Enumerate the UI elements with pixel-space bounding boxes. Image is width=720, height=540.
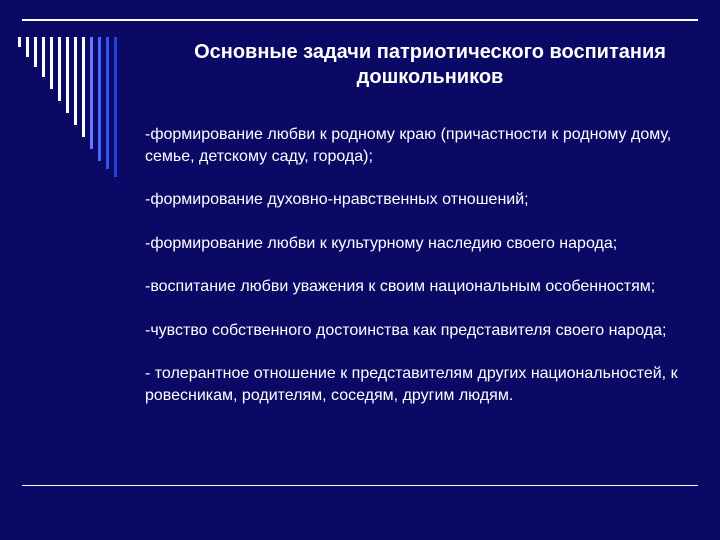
list-item: -чувство собственного достоинства как представителя своего народа;: [145, 321, 667, 339]
stripe: [90, 37, 93, 149]
list-item: - толерантное отношение к представителям других национальностей, к ровесникам, родителям, соседям, другим людям.: [145, 365, 678, 404]
stripe: [82, 37, 85, 137]
stripe: [74, 37, 77, 125]
stripe: [42, 37, 45, 77]
stripe: [18, 37, 21, 47]
stripe: [66, 37, 69, 113]
stripe: [58, 37, 61, 101]
stripe: [114, 37, 117, 177]
decorative-stripes: [0, 0, 130, 180]
stripe: [26, 37, 29, 57]
list-item: -формирование любви к культурному наследию своего народа;: [145, 234, 618, 252]
tasks-list: [145, 124, 705, 406]
slide-title: Основные задачи патриотического воспитания дошкольников: [194, 41, 666, 88]
list-item: -воспитание любви уважения к своим национальным особенностям;: [145, 278, 656, 295]
stripe: [106, 37, 109, 169]
stripe: [98, 37, 101, 161]
list-item: -формирование любви к родному краю (причастности к родному дому, семье, детскому саду, города);: [145, 126, 672, 165]
stripe: [50, 37, 53, 89]
stripe: [34, 37, 37, 67]
bottom-rule: [22, 485, 698, 486]
list-item: -формирование духовно-нравственных отношений;: [145, 191, 529, 208]
